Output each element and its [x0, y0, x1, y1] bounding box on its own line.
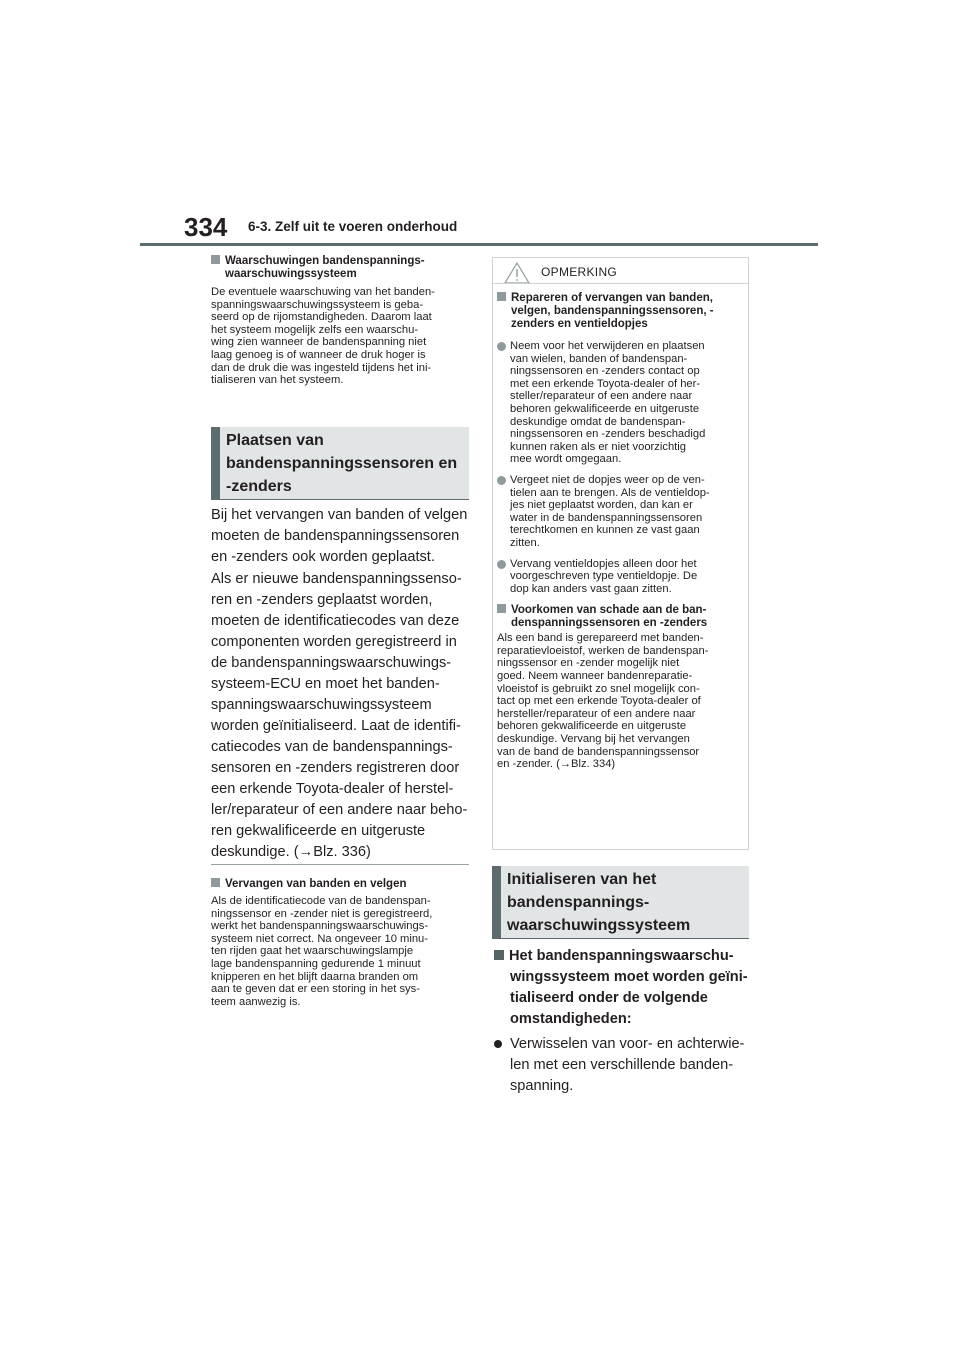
round-bullet-icon: [494, 1040, 502, 1048]
note-content: [497, 292, 745, 771]
square-bullet-icon: [497, 292, 506, 301]
note-heading-repair: Repareren of vervangen van banden, velgen, bandenspanningssensoren, - zenders en ventieldopjes: [497, 292, 745, 331]
section-title: 6-3. Zelf uit te voeren onderhoud: [248, 219, 458, 234]
sensors-paragraph-2: Als er nieuwe bandenspanningssenso- ren en -zenders geplaatst worden, moeten de identificatiecodes van deze componenten worden geregistreerd in de bandenspanningswaarschuwings- systeem-ECU en moet het banden- spanningswaarschuwingssysteem worden geïnitialiseerd. Laat de identifi- catiecodes van de bandenspannings- sensoren en -zenders registreren door een erkende Toyota-dealer of herstel- ler/reparateur of een andere naar beho- ren gekwalificeerde en uitgeruste deskundige. (→Blz. 336): [211, 571, 468, 860]
round-bullet-icon: [497, 560, 506, 569]
warning-triangle-icon: [503, 261, 531, 285]
section-divider: [211, 864, 469, 865]
init-condition-item: Verwisselen van voor- en achterwie- len met een verschillende banden- spanning.: [494, 1034, 770, 1097]
square-bullet-icon: [211, 255, 220, 264]
warning-body: De eventuele waarschuwing van het banden- spanningswaarschuwingssysteem is geba- seerd op de rijomstandigheden. Daarom laat het systeem mogelijk zelfs een waarschu- wing zien wanneer de bandenspanning niet laag genoeg is of wanneer de druk hoger is dan de druk die was ingesteld tijdens het ini- tialiseren van het systeem.: [211, 286, 435, 387]
sensors-paragraph-1: Bij het vervangen van banden of velgen moeten de bandenspanningssensoren en -zenders ook worden geplaatst.: [211, 507, 468, 565]
note-title: OPMERKING: [541, 265, 618, 279]
square-bullet-icon: [497, 604, 506, 613]
square-bullet-icon: [494, 950, 504, 960]
note-bullet-3: Vervang ventieldopjes alleen door het voorgeschreven type ventieldopje. De dop kan anders vast gaan zitten.: [497, 558, 745, 596]
warning-title: Waarschuwingen bandenspannings-: [211, 255, 471, 268]
section-heading-initialize: Initialiseren van het bandenspannings- waarschuwingssysteem: [492, 866, 749, 939]
replace-body: Als de identificatiecode van de bandenspan- ningssensor en -zender niet is geregistreerd, werkt het bandenspanningswaarschuwings- systeem niet correct. Na ongeveer 10 minu- ten rijden gaat het waarschuwingslampje lage bandenspanning gedurende 1 minuut knipperen en het blijft daarna branden om aan te geven dat er een storing in het sys- teem aanwezig is.: [211, 895, 433, 1008]
note-bullet-1: Neem voor het verwijderen en plaatsen van wielen, banden of bandenspan- ningssensoren en -zenders contact op met een erkende Toyota-dealer of her- steller/reparateur of een andere naar behoren gekwalificeerde en uitgeruste deskundige omdat de bandenspan- ningssensoren en -zenders beschadigd kunnen raken als er niet voorzichtig mee wordt omgegaan.: [497, 340, 745, 466]
replace-title: Vervangen van banden en velgen: [211, 878, 473, 891]
warning-section: [211, 255, 471, 387]
page-number: 334: [184, 212, 228, 242]
round-bullet-icon: [497, 342, 506, 351]
round-bullet-icon: [497, 476, 506, 485]
note-body-prevent: Als een band is gerepareerd met banden- reparatievloeistof, werken de bandenspan- ningssensor en -zender mogelijk niet goed. Neem wanneer bandenreparatie- vloeistof is gebruikt zo snel mogelijk con- tact op met een erkende Toyota-dealer of hersteller/reparateur of een andere naar behoren gekwalificeerde en uitgeruste deskundige. Vervang bij het vervangen van de band de bandenspanningssensor en -zender. (→Blz. 334): [497, 632, 709, 771]
init-conditions: Het bandenspanningswaarschu- wingssysteem moet worden geïni- tialiseerd onder de volgende omstandigheden:: [494, 946, 754, 1030]
note-bullet-2: Vergeet niet de dopjes weer op de ven- tielen aan te brengen. Als de ventieldop- jes niet geplaatst worden, dan kan er water in de bandenspanningssensoren terechtkomen en kunnen ze vast gaan zitten.: [497, 474, 745, 550]
note-title-rule: [492, 283, 749, 284]
section-heading-sensors: Plaatsen van bandenspanningssensoren en -zenders: [211, 427, 469, 500]
header-rule: [140, 243, 818, 246]
note-heading-prevent: Voorkomen van schade aan de ban- denspanningssensoren en -zenders: [497, 604, 745, 630]
square-bullet-icon: [211, 878, 220, 887]
warning-title-cont: waarschuwingssysteem: [225, 268, 357, 280]
replace-section: [211, 878, 473, 1008]
